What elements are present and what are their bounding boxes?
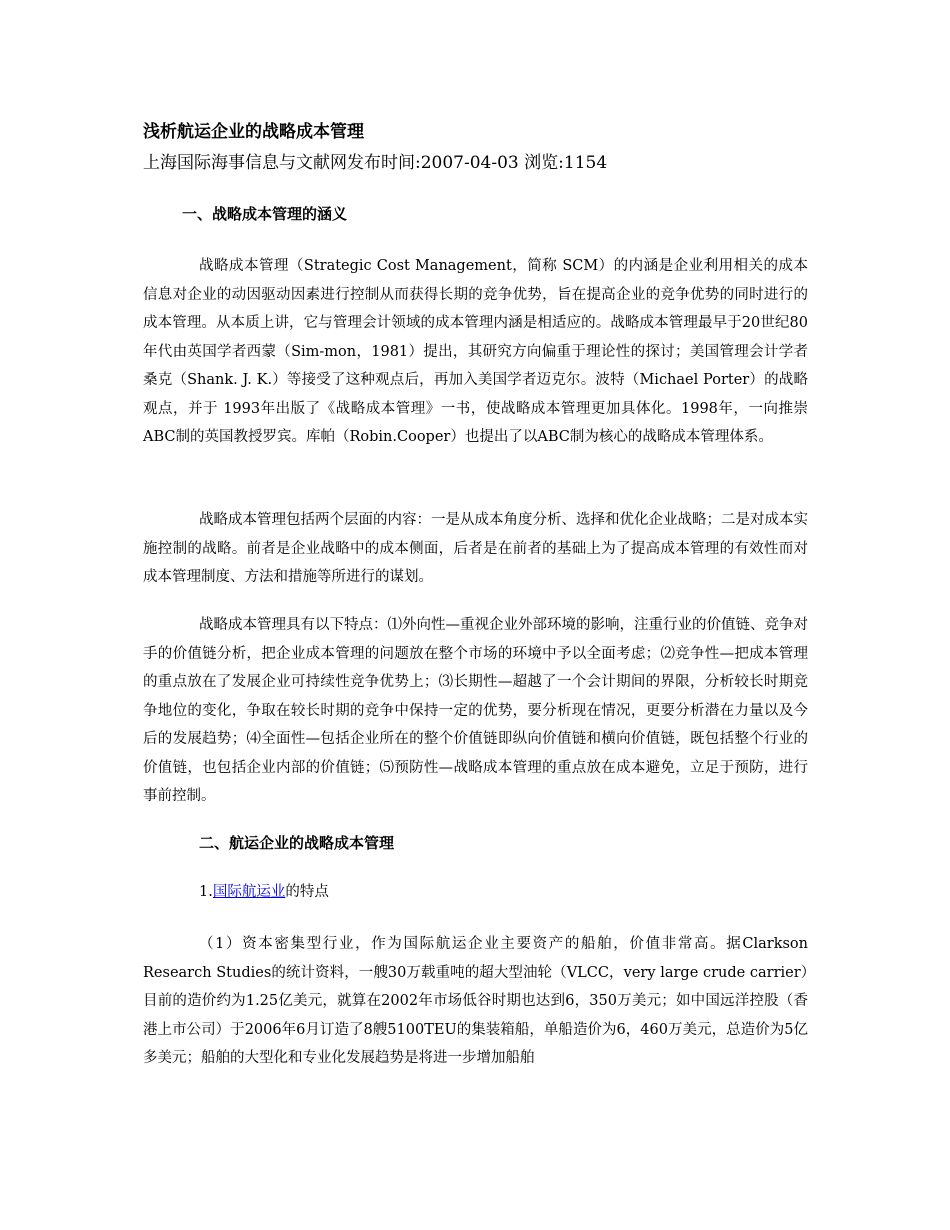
section1-heading: 一、战略成本管理的涵义 — [182, 205, 348, 223]
paragraph-3: 战略成本管理具有以下特点：⑴外向性—重视企业外部环境的影响，注重行业的价值链、竞争对手的价值链分析，把企业成本管理的问题放在整个市场的环境中予以全面考虑；⑵竞争性—把成本管理的重点放在了发展企业可持续性竞争优势上；⑶长期性—超越了一个会计期间的界限，分析较长时期竞争地位的变化，争取在较长时期的竞争中保持一定的优势，要分析现在情况，更要分析潜在力量以及今后的发展趋势；⑷全面性—包括企业所在的整个价值链即纵向价值链和横向价值链，既包括整个行业的价值链，也包括企业内部的价值链；⑸预防性—战略成本管理的重点放在成本避免，立足于预防，进行事前控制。 — [143, 617, 808, 804]
paragraph-2: 战略成本管理包括两个层面的内容：一是从成本角度分析、选择和优化企业战略；二是对成本实施控制的战略。前者是企业战略中的成本侧面，后者是在前者的基础上为了提高成本管理的有效性而对成本管理制度、方法和措施等所进行的谋划。 — [143, 512, 808, 585]
paragraph-4: （1）资本密集型行业，作为国际航运企业主要资产的船舶，价值非常高。据Clarkson Research Studies的统计资料，一艘30万载重吨的超大型油轮（VLCC，very large crude carrier）目前的造价约为1.25亿美元，就算在2002年市场低谷时期也达到6，350万美元；如中国远洋控股（香港上市公司）于2006年6月订造了8艘5100TEU的集装箱船，单船造价为6，460万美元，总造价为5亿多美元；船舶的大型化和专业化发展趋势是将进一步增加船舶 — [143, 936, 808, 1066]
section2-heading: 二、航运企业的战略成本管理 — [199, 834, 395, 852]
subsection-number: 1. — [199, 884, 213, 900]
article-title: 浅析航运企业的战略成本管理 — [143, 122, 364, 142]
international-shipping-link[interactable]: 国际航运业 — [212, 884, 286, 900]
article-meta: 上海国际海事信息与文献网发布时间:2007-04-03 浏览:1154 — [143, 153, 608, 173]
subsection-suffix: 的特点 — [285, 884, 329, 900]
paragraph-1: 战略成本管理（Strategic Cost Management，简称 SCM）的内涵是企业利用相关的成本信息对企业的动因驱动因素进行控制从而获得长期的竞争优势，旨在提高企业的竞争优势的同时进行的成本管理。从本质上讲，它与管理会计领域的成本管理内涵是相适应的。战略成本管理最早于20世纪80年代由英国学者西蒙（Sim-mon，1981）提出，其研究方向偏重于理论性的探讨；美国管理会计学者桑克（Shank. J. K.）等接受了这种观点后，再加入美国学者迈克尔。波特（Michael Porter）的战略观点，并于 1993年出版了《战略成本管理》一书，使战略成本管理更加具体化。1998年，一向推崇ABC制的英国教授罗宾。库帕（Robin.Cooper）也提出了以ABC制为核心的战略成本管理体系。 — [143, 258, 808, 445]
subsection-1-heading — [199, 879, 329, 905]
